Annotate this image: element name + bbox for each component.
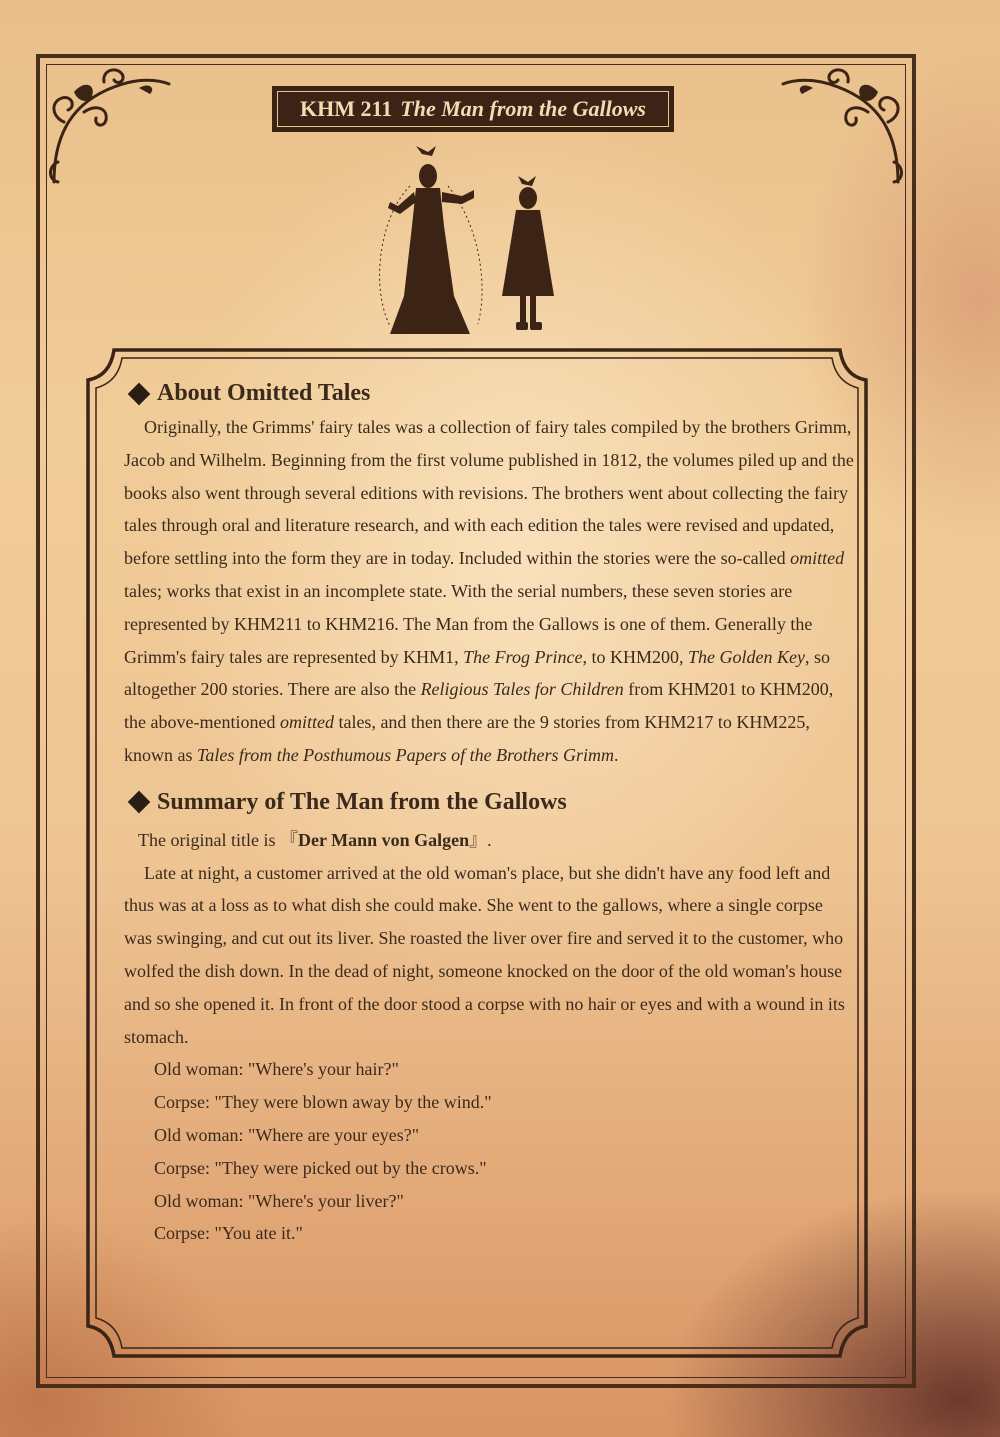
text-run: tales, and then there are the 9 stories from KHM217 to KHM225, known as xyxy=(124,712,810,765)
emphasis: omitted xyxy=(790,548,845,569)
emphasis: omitted xyxy=(279,712,334,733)
content xyxy=(124,378,854,1250)
emphasis: The Golden Key xyxy=(687,646,805,667)
text-run: tales; works that exist in an incomplete state. With the serial numbers, these seven stories are represented by KHM211 to KHM216. The Man from the Gallows is one of them. Generally the Grimm's fairy tales are represented by KHM1, xyxy=(124,580,813,667)
emphasis: The Frog Prince xyxy=(463,646,583,667)
dialogue-line: Corpse: "They were picked out by the crows." xyxy=(154,1157,487,1178)
dialogue-line: Old woman: "Where's your liver?" xyxy=(154,1190,404,1211)
story-paragraph: Late at night, a customer arrived at the old woman's place, but she didn't have any food left and thus was at a loss as to what dish she could make. She went to the gallows, where a single corpse was swinging, and cut out its liver. She roasted the liver over fire and served it to the customer, who wolfed the dish down. In the dead of night, someone knocked on the door of the old woman's house and so she opened it. In front of the door stood a corpse with no hair or eyes and with a wound in its stomach. xyxy=(124,862,845,1047)
section-heading xyxy=(124,380,854,407)
text-run: The original title is 『 xyxy=(138,829,298,850)
text-run: 』. xyxy=(469,829,492,850)
original-title: Der Mann von Galgen xyxy=(297,829,470,850)
diamond-bullet-icon xyxy=(128,791,151,814)
text-run: , to KHM200, xyxy=(582,646,688,667)
corner-ornament-icon xyxy=(778,62,908,192)
dialogue-line: Old woman: "Where are your eyes?" xyxy=(154,1124,420,1145)
original-title-line xyxy=(124,824,854,857)
section-heading-text: About Omitted Tales xyxy=(157,380,371,406)
title-banner xyxy=(272,86,674,132)
character-silhouettes-icon xyxy=(370,146,590,338)
emphasis: Religious Tales for Children xyxy=(420,679,624,700)
emphasis: Tales from the Posthumous Papers of the Brothers Grimm xyxy=(197,744,615,765)
diamond-bullet-icon xyxy=(128,382,151,405)
text-run: , so altogether 200 stories. There are also the xyxy=(124,646,830,700)
section-heading-text: Summary of The Man from the Gallows xyxy=(157,788,567,815)
tale-title: The Man from the Gallows xyxy=(400,96,646,121)
dialogue-line: Old woman: "Where's your hair?" xyxy=(154,1059,399,1080)
dialogue-line: Corpse: "You ate it." xyxy=(154,1223,303,1244)
omitted-tales-paragraph xyxy=(124,411,854,772)
corner-ornament-icon xyxy=(44,62,174,192)
dialogue-line: Corpse: "They were blown away by the wind." xyxy=(154,1092,492,1113)
text-run: from KHM201 to KHM200, the above-mentioned xyxy=(124,679,834,733)
text-run: . xyxy=(614,744,619,765)
text-run: Originally, the Grimms' fairy tales was a collection of fairy tales compiled by the brothers Grimm, Jacob and Wilhelm. Beginning from the first volume published in 1812, the volumes piled up and the books also went through several editions with revisions. The brothers went about collecting the fairy tales through oral and literature research, and with each edition the tales were revised and updated, before settling into the form they are in today. Included within the stories were the so-called xyxy=(124,417,854,569)
section-heading xyxy=(124,789,854,816)
tale-code: KHM 211 xyxy=(300,96,393,121)
